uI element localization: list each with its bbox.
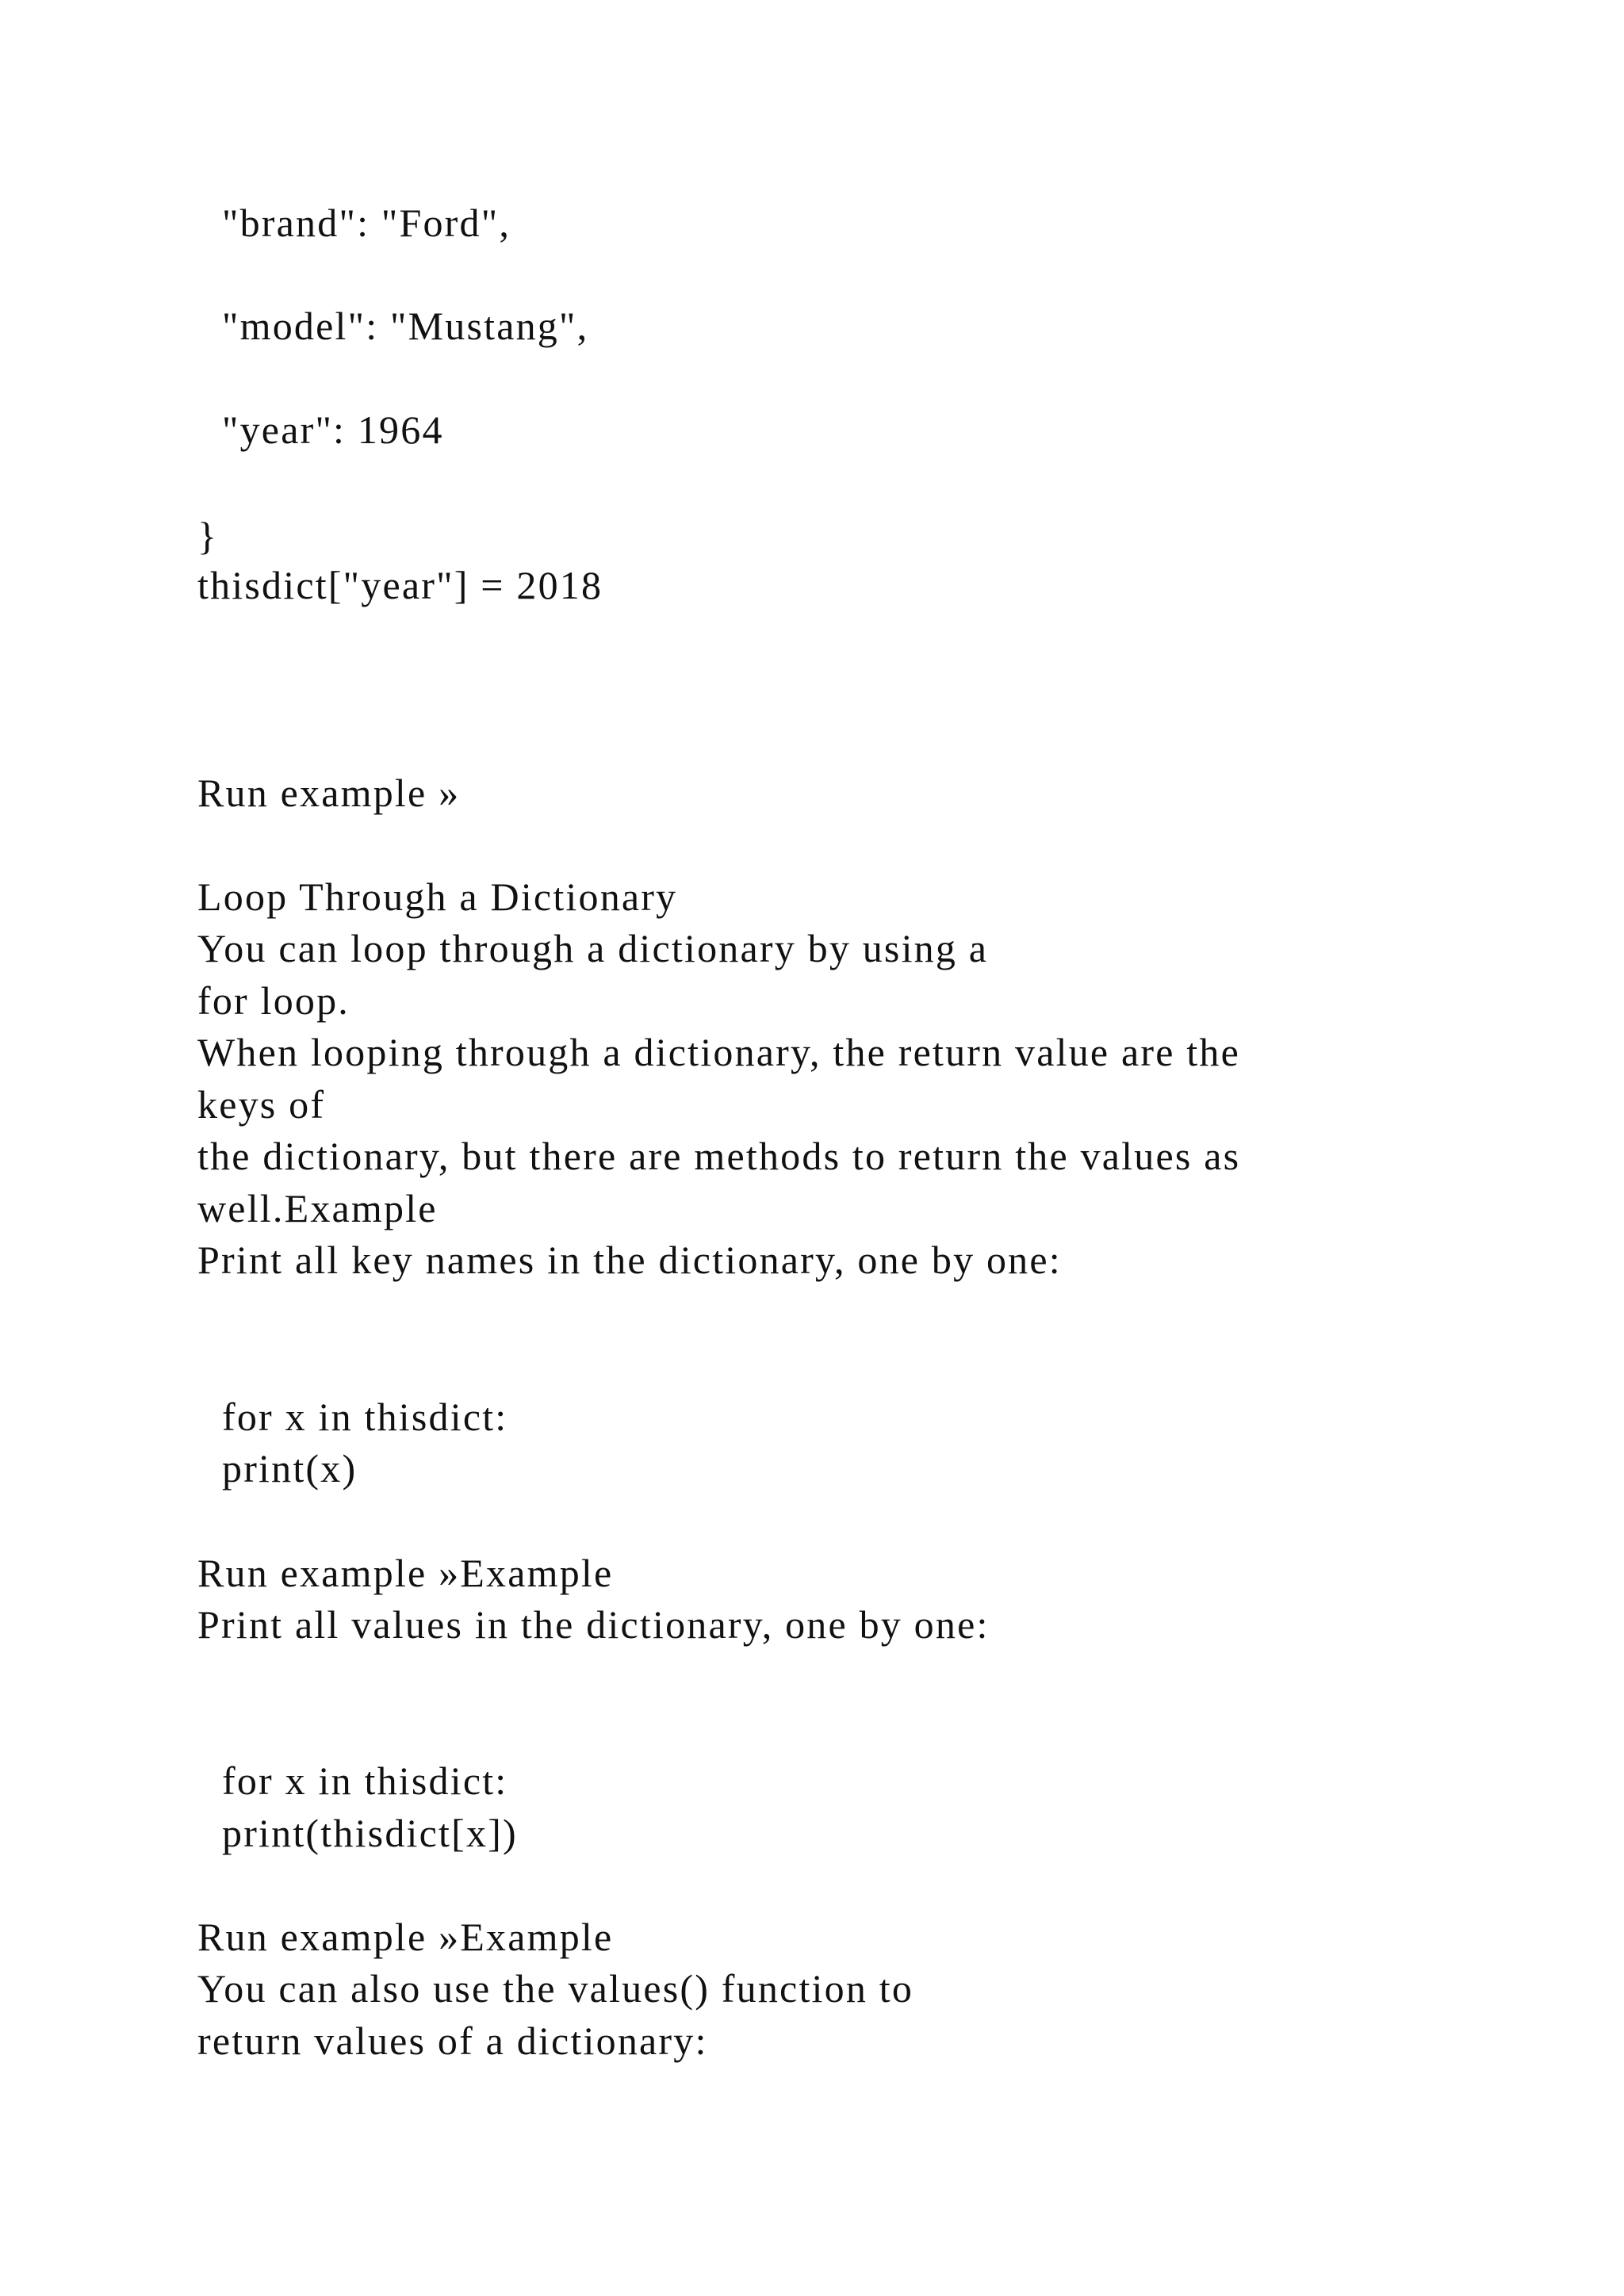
paragraph-line: When looping through a dictionary, the return value are the <box>197 1030 1241 1074</box>
code-assign-line: thisdict["year"] = 2018 <box>197 563 603 607</box>
paragraph-line: You can loop through a dictionary by using a <box>197 926 989 970</box>
example-description: Print all key names in the dictionary, one by one: <box>197 1238 1062 1282</box>
run-example-link[interactable]: Run example » <box>197 771 461 815</box>
paragraph-line: keys of <box>197 1082 326 1127</box>
paragraph-line: You can also use the values() function to <box>197 1966 914 2011</box>
paragraph-line: well.Example <box>197 1186 438 1230</box>
example-description: Print all values in the dictionary, one by one: <box>197 1602 990 1647</box>
code-loop-line: for x in thisdict: <box>222 1395 508 1439</box>
code-brand-line: "brand": "Ford", <box>222 201 511 245</box>
paragraph-line: the dictionary, but there are methods to return the values as <box>197 1134 1241 1178</box>
section-heading: Loop Through a Dictionary <box>197 874 678 919</box>
run-example-link[interactable]: Run example »Example <box>197 1915 614 1959</box>
paragraph-line: return values of a dictionary: <box>197 2019 708 2063</box>
code-loop-line: print(thisdict[x]) <box>222 1811 518 1855</box>
code-model-line: "model": "Mustang", <box>222 304 589 348</box>
code-year-line: "year": 1964 <box>222 408 444 452</box>
run-example-link[interactable]: Run example »Example <box>197 1551 614 1595</box>
paragraph-line: for loop. <box>197 978 350 1023</box>
code-close-brace: } <box>197 514 219 558</box>
code-loop-line: for x in thisdict: <box>222 1758 508 1803</box>
code-loop-line: print(x) <box>222 1446 358 1490</box>
